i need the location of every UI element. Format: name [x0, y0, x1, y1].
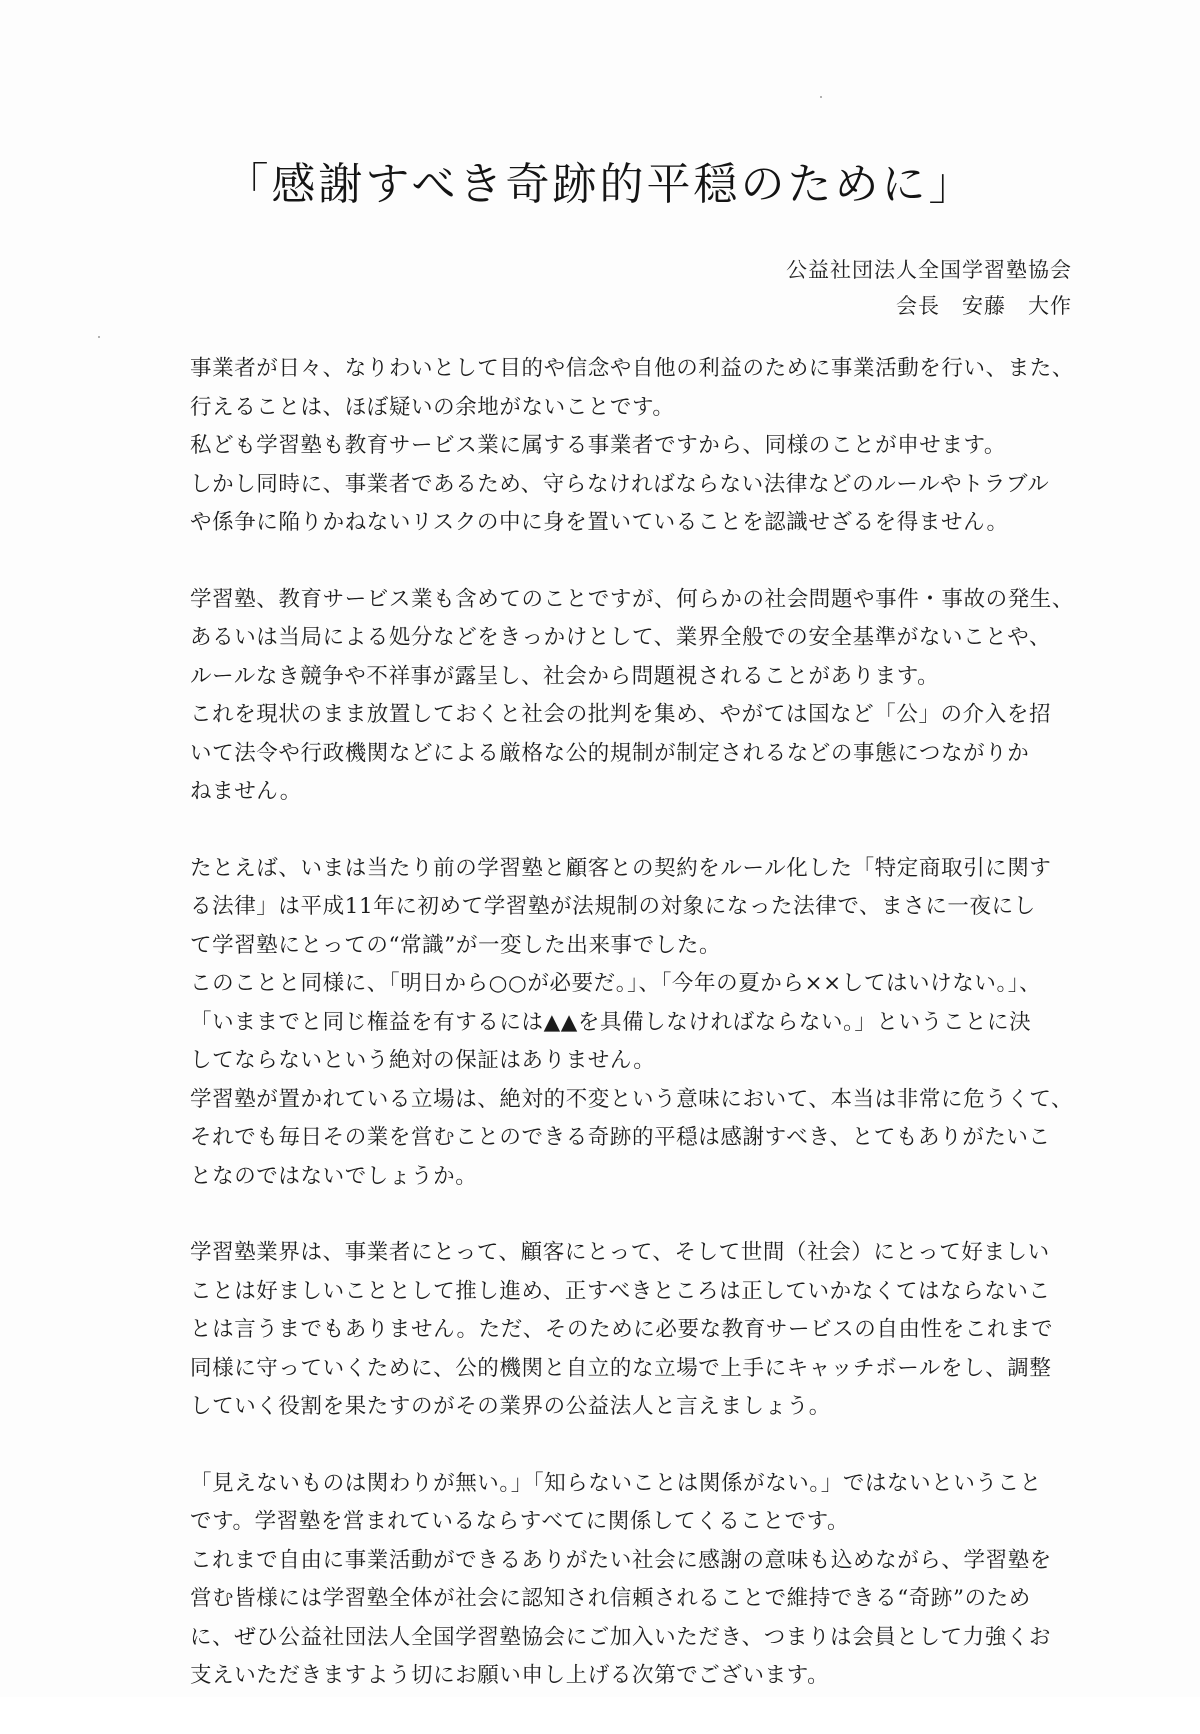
body-line: 学習塾が置かれている立場は、絶対的不変という意味において、本当は非常に危うくて、 — [190, 1086, 1074, 1112]
body-line: これを現状のまま放置しておくと社会の批判を集め、やがては国など「公」の介入を招 — [190, 702, 1052, 727]
body-line: 学習塾、教育サービス業も含めてのことですが、何らかの社会問題や事件・事故の発生、 — [190, 586, 1075, 612]
body-line: に、ぜひ公益社団法人全国学習塾協会にご加入いただき、つまりは会員として力強くお — [190, 1624, 1052, 1650]
body-line: 支えいただきますよう切にお願い申し上げる次第でございます。 — [190, 1663, 830, 1688]
author-block — [786, 252, 1072, 324]
document-body — [190, 350, 1075, 1734]
body-line: これまで自由に事業活動ができるありがたい社会に感謝の意味も込めながら、学習塾を — [190, 1547, 1052, 1573]
body-line: ことは好ましいこととして推し進め、正すべきところは正していかなくてはならないこ — [190, 1278, 1051, 1304]
body-line: 事業者が日々、なりわいとして目的や信念や自他の利益のために事業活動を行い、また、 — [190, 356, 1075, 381]
body-line: て学習塾にとっての“常識”が一変した出来事でした。 — [190, 932, 722, 958]
scan-speck — [820, 96, 822, 98]
body-line: 「いままでと同じ権益を有するには▲▲を具備しなければならない。」ということに決 — [190, 1009, 1032, 1035]
body-line: となのではないでしょうか。 — [190, 1163, 478, 1189]
body-line: とは言うまでもありません。ただ、そのために必要な教育サービスの自由性をこれまで — [190, 1317, 1054, 1342]
body-paragraph — [190, 850, 1074, 1197]
body-line: る法律」は平成11年に初めて学習塾が法規制の対象になった法律で、まさに一夜にし — [190, 894, 1036, 919]
body-line: 私ども学習塾も教育サービス業に属する事業者ですから、同様のことが申せます。 — [190, 433, 1006, 458]
body-line: 「見えないものは関わりが無い。」「知らないことは関係がない。」ではないということ — [190, 1470, 1042, 1496]
body-paragraph — [190, 350, 1075, 543]
body-line: しかし同時に、事業者であるため、守らなければならない法律などのルールやトラブル — [190, 471, 1050, 497]
author-name: 会長 安藤 大作 — [896, 294, 1072, 318]
body-line: 営む皆様には学習塾全体が社会に認知され信頼されることで維持できる“奇跡”のため — [190, 1586, 1031, 1611]
body-line: 学習塾業界は、事業者にとって、顧客にとって、そして世間（社会）にとって好ましい — [190, 1240, 1050, 1265]
body-line: あるいは当局による処分などをきっかけとして、業界全般での安全基準がないことや、 — [190, 625, 1052, 650]
body-line: たとえば、いまは当たり前の学習塾と顧客との契約をルール化した「特定商取引に関す — [190, 855, 1052, 881]
scan-speck — [98, 336, 100, 338]
body-line: このことと同様に、「明日から○○が必要だ。」、「今年の夏から××してはいけない。」、 — [190, 971, 1042, 996]
body-line: 同様に守っていくために、公的機関と自立的な立場で上手にキャッチボールをし、調整 — [190, 1355, 1052, 1381]
body-line: ルールなき競争や不祥事が露呈し、社会から問題視されることがあります。 — [190, 663, 940, 689]
body-paragraph — [190, 1234, 1070, 1427]
organization-name: 公益社団法人全国学習塾協会 — [786, 258, 1072, 282]
document-title: 「感謝すべき奇跡的平穏のために」 — [224, 159, 976, 210]
body-line: それでも毎日その業を営むことのできる奇跡的平穏は感謝すべき、とてもありがたいこ — [190, 1125, 1051, 1150]
body-line: してならないという絶対の保証はありません。 — [190, 1048, 656, 1073]
body-line: です。学習塾を営まれているならすべてに関係してくることです。 — [190, 1509, 850, 1534]
body-paragraph — [190, 1465, 1070, 1696]
body-line: していく役割を果たすのがその業界の公益法人と言えましょう。 — [190, 1394, 831, 1419]
body-line: ねません。 — [190, 779, 302, 804]
body-line: や係争に陥りかねないリスクの中に身を置いていることを認識せざるを得ません。 — [190, 510, 1009, 535]
body-line: いて法令や行政機関などによる厳格な公的規制が制定されるなどの事態につながりか — [190, 740, 1030, 766]
body-line: 行えることは、ほぼ疑いの余地がないことです。 — [190, 394, 675, 420]
body-paragraph — [190, 581, 1075, 812]
